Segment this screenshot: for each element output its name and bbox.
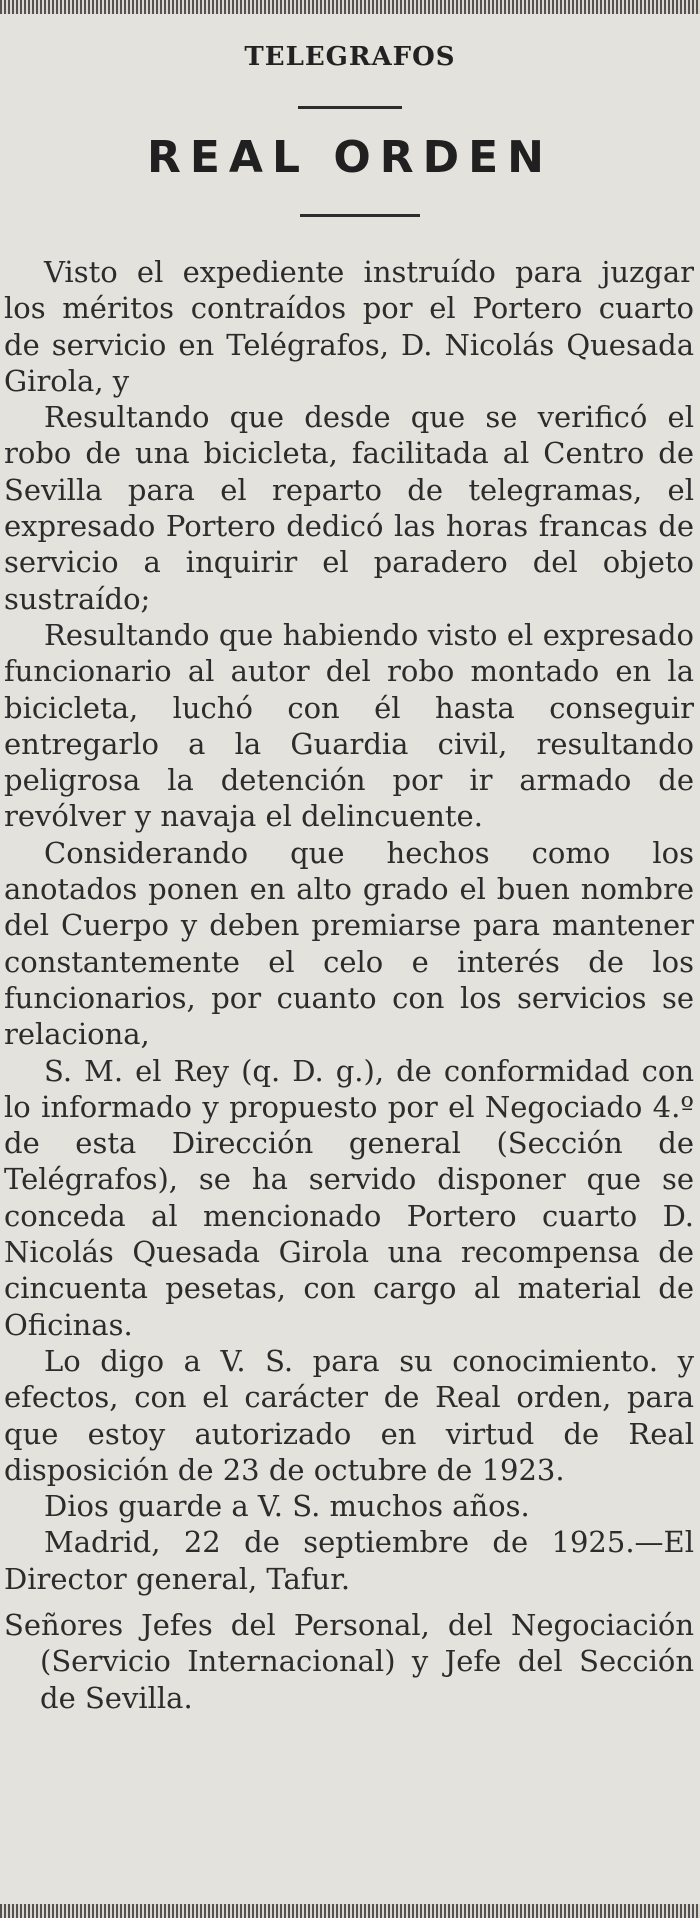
paragraph-resultando-1: Resultando que desde que se verificó el robo de una bicicleta, facilitada al Centro de Sevilla para el reparto de telegramas, el expresado Portero dedicó las horas francas de servicio a inquirir el paradero del objeto sustraído; (4, 400, 694, 616)
paragraph-visto: Visto el expediente instruído para juzgar los méritos contraídos por el Portero cuarto de servicio en Telégrafos, D. Nicolás Quesada Girola, y (4, 255, 694, 398)
document-page (0, 14, 700, 1904)
addressees (4, 1607, 694, 1716)
bottom-print-border (0, 1904, 700, 1918)
paragraph-signature: Madrid, 22 de septiembre de 1925.—El Director general, Tafur. (4, 1525, 694, 1596)
paragraph-resolution: S. M. el Rey (q. D. g.), de conformidad con lo informado y propuesto por el Negociado 4.º de esta Dirección general (Sección de Telégrafos), se ha servido disponer que se conceda al mencionado Portero cuarto D. Nicolás Quesada Girola una recompensa de cincuenta pesetas, con cargo al material de Oficinas. (4, 1053, 694, 1342)
heading-rule-top (298, 106, 402, 109)
paragraph-lo-digo: Lo digo a V. S. para su conocimiento. y efectos, con el carácter de Real orden, para que estoy autorizado en virtud de Real disposición de 23 de octubre de 1923. (4, 1343, 694, 1487)
addressees-text: Señores Jefes del Personal, del Negociación (Servicio Internacional) y Jefe del Sección de Sevilla. (4, 1607, 694, 1715)
document-title: REAL ORDEN (146, 132, 554, 183)
paragraph-considerando: Considerando que hechos como los anotados ponen en alto grado el buen nombre del Cuerpo y deben premiarse para mantener constantemente el celo e interés de los funcionarios, por cuanto con los servicios se relaciona, (4, 835, 694, 1052)
top-print-border (0, 0, 700, 14)
paragraph-dios-guarde: Dios guarde a V. S. muchos años. (44, 1489, 530, 1524)
paragraph-resultando-2: Resultando que habiendo visto el expresado funcionario al autor del robo montado en la bicicleta, luchó con él hasta conseguir entregarlo a la Guardia civil, resultando peligrosa la detención por ir armado de revólver y navaja el delincuente. (4, 617, 694, 834)
section-heading: TELEGRAFOS (244, 42, 456, 72)
heading-rule-bottom (300, 214, 420, 217)
document-body (4, 254, 694, 1716)
